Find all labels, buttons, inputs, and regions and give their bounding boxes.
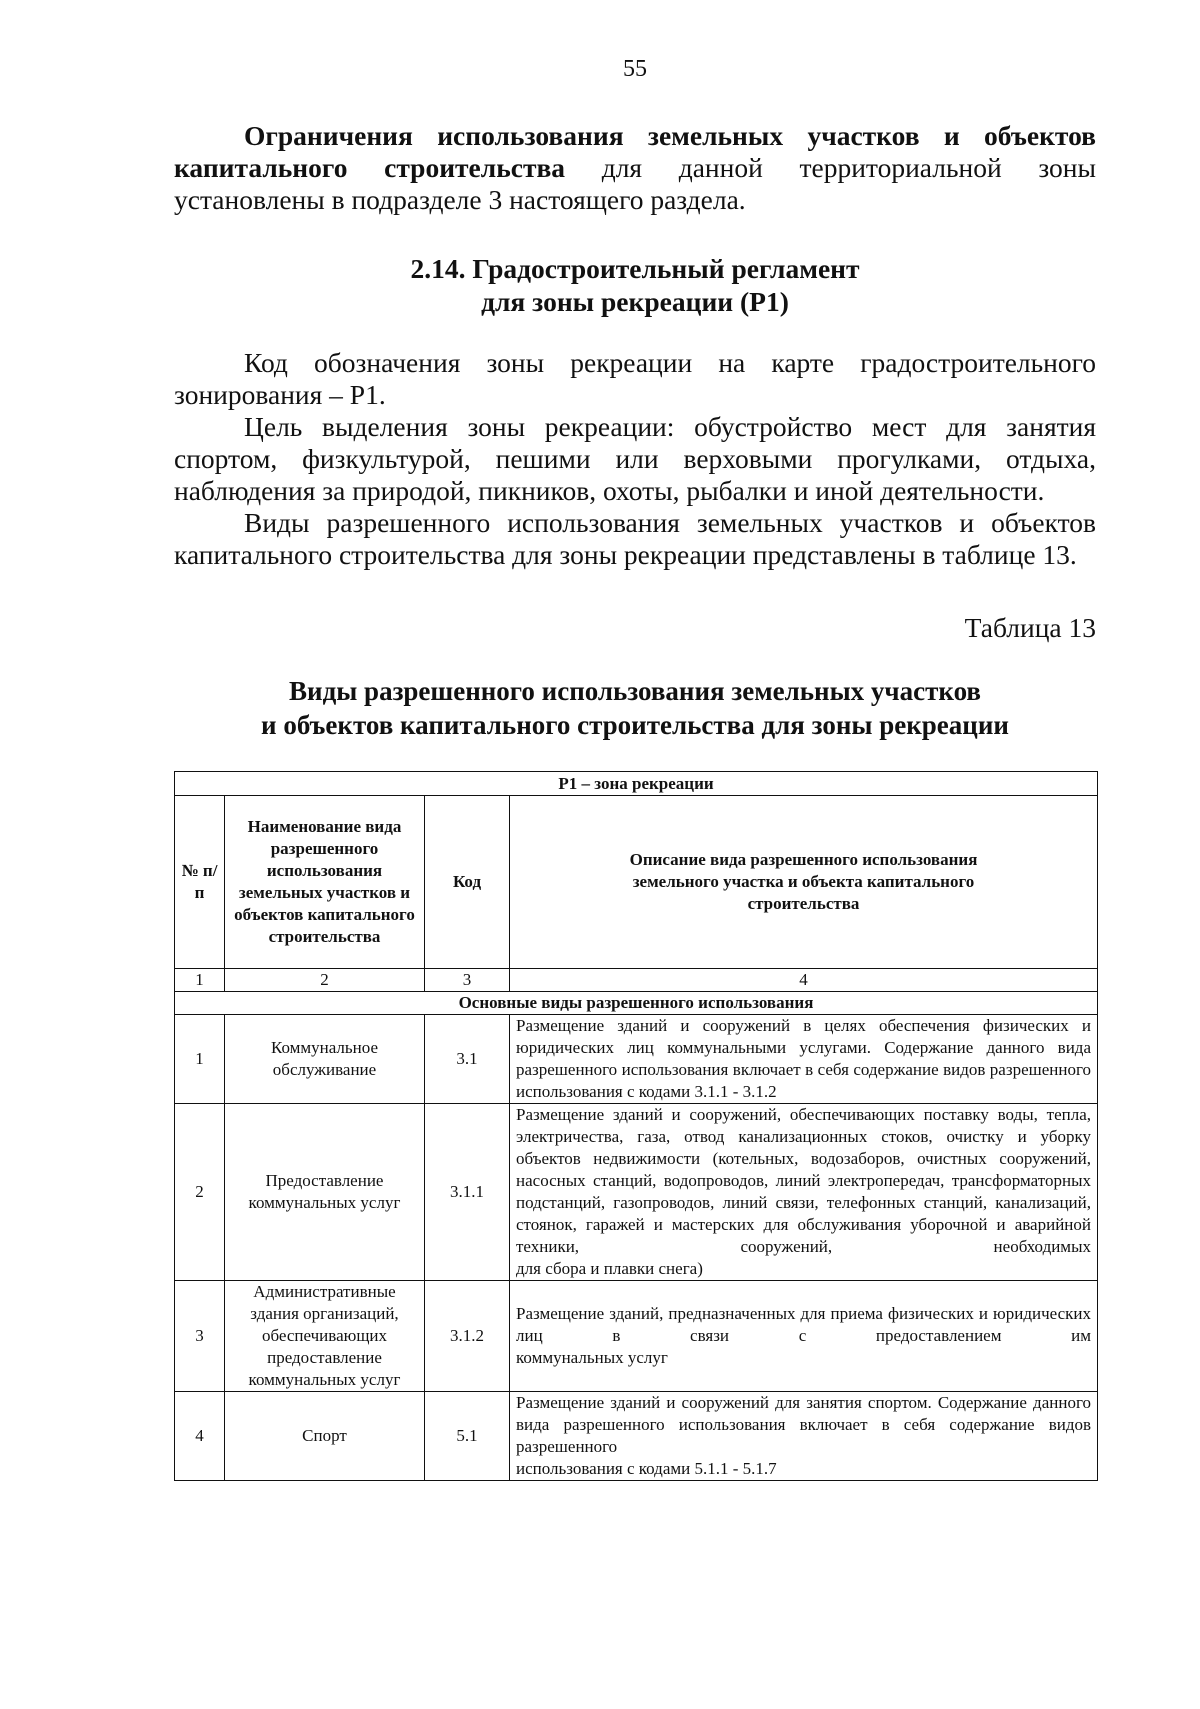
- row-code: 5.1: [425, 1392, 510, 1481]
- row-num: 1: [175, 1015, 225, 1104]
- row-name: Спорт: [225, 1392, 425, 1481]
- column-number-2: 2: [225, 969, 425, 992]
- body-text: [174, 347, 1096, 571]
- paragraph-zone-code: Код обозначения зоны рекреации на карте градостроительного зонирования – Р1.: [174, 347, 1096, 410]
- row-code: 3.1: [425, 1015, 510, 1104]
- section-heading-line1: 2.14. Градостроительный регламент: [410, 253, 860, 284]
- row-description: [510, 1015, 1098, 1104]
- table-title-line2: и объектов капитального строительства для зоны рекреации: [261, 710, 1009, 740]
- row-description-last: коммунальных услуг: [516, 1348, 668, 1367]
- section-title-cell: Основные виды разрешенного использования: [175, 992, 1098, 1015]
- row-description-main: Размещение зданий, предназначенных для приема физических и юридических лиц в связи с предоставлением им: [516, 1304, 1091, 1345]
- column-header-desc: Описание вида разрешенного использования земельного участка и объекта капитального строительства: [510, 796, 1098, 969]
- paragraph-zone-purpose: Цель выделения зоны рекреации: обустройство мест для занятия спортом, физкультурой, пешими или верховыми прогулками, отдыха, наблюдения за природой, пикников, охоты, рыбалки и иной деятельности.: [174, 411, 1096, 506]
- section-title-row: [175, 992, 1098, 1015]
- column-number-3: 3: [425, 969, 510, 992]
- column-number-1: 1: [175, 969, 225, 992]
- column-header-num: № п/п: [175, 796, 225, 969]
- row-code: 3.1.2: [425, 1281, 510, 1392]
- row-description-last: для сбора и плавки снега): [516, 1259, 703, 1278]
- row-num: 3: [175, 1281, 225, 1392]
- section-heading: [174, 252, 1096, 318]
- table-row: [175, 1392, 1098, 1481]
- row-num: 4: [175, 1392, 225, 1481]
- row-code: 3.1.1: [425, 1104, 510, 1281]
- permitted-use-table: [174, 771, 1098, 1481]
- table-row: [175, 1015, 1098, 1104]
- column-number-row: [175, 969, 1098, 992]
- row-description-last: использования с кодами 3.1.1 - 3.1.2: [516, 1082, 777, 1101]
- table-row: [175, 1281, 1098, 1392]
- row-num: 2: [175, 1104, 225, 1281]
- row-description-last: использования с кодами 5.1.1 - 5.1.7: [516, 1459, 777, 1478]
- page-number: 55: [623, 56, 647, 82]
- restrictions-paragraph: [174, 120, 1096, 216]
- column-header-name: Наименование вида разрешенного использования земельных участков и объектов капитального строительства: [225, 796, 425, 969]
- paragraph-permitted-uses: Виды разрешенного использования земельных участков и объектов капитального строительства для зоны рекреации представлены в таблице 13.: [174, 507, 1096, 570]
- row-name: Предоставление коммунальных услуг: [225, 1104, 425, 1281]
- table-caption: Таблица 13: [964, 612, 1096, 643]
- table-title-line1: Виды разрешенного использования земельных участков: [289, 676, 981, 706]
- row-description-main: Размещение зданий и сооружений, обеспечивающих поставку воды, тепла, электричества, газа, отвод канализационных стоков, очистку и уборку объектов недвижимости (котельных, водозаборов, очистных сооружений, насосных станций, водопроводов, линий электропередач, трансформаторных подстанций, газопроводов, линий связи, телефонных станций, канализаций, стоянок, гаражей и мастерских для обслуживания уборочной и аварийной техники, сооружений, необходимых: [516, 1105, 1091, 1256]
- row-description-main: Размещение зданий и сооружений в целях обеспечения физических и юридических лиц коммунальными услугами. Содержание данного вида разрешенного использования включает в себя содержание видов разрешенного: [516, 1016, 1091, 1079]
- restrictions-normal-text: для данной территориальной зоны установлены в подразделе 3 настоящего раздела.: [174, 152, 1096, 215]
- table-title: [174, 674, 1096, 742]
- row-description: [510, 1281, 1098, 1392]
- column-number-4: 4: [510, 969, 1098, 992]
- restrictions-bold-text: Ограничения использования земельных участков и объектов капитального строительства: [174, 120, 1096, 183]
- row-name: Коммунальное обслуживание: [225, 1015, 425, 1104]
- row-name: Административные здания организаций, обеспечивающих предоставление коммунальных услуг: [225, 1281, 425, 1392]
- row-description: [510, 1392, 1098, 1481]
- table-row: [175, 1104, 1098, 1281]
- column-header-code: Код: [425, 796, 510, 969]
- zone-header-cell: Р1 – зона рекреации: [175, 772, 1098, 796]
- row-description-main: Размещение зданий и сооружений для занятия спортом. Содержание данного вида разрешенного использования включает в себя содержание видов разрешенного: [516, 1393, 1091, 1456]
- column-header-row: [175, 796, 1098, 969]
- row-description: [510, 1104, 1098, 1281]
- zone-header-row: [175, 772, 1098, 796]
- section-heading-line2: для зоны рекреации (Р1): [481, 286, 789, 317]
